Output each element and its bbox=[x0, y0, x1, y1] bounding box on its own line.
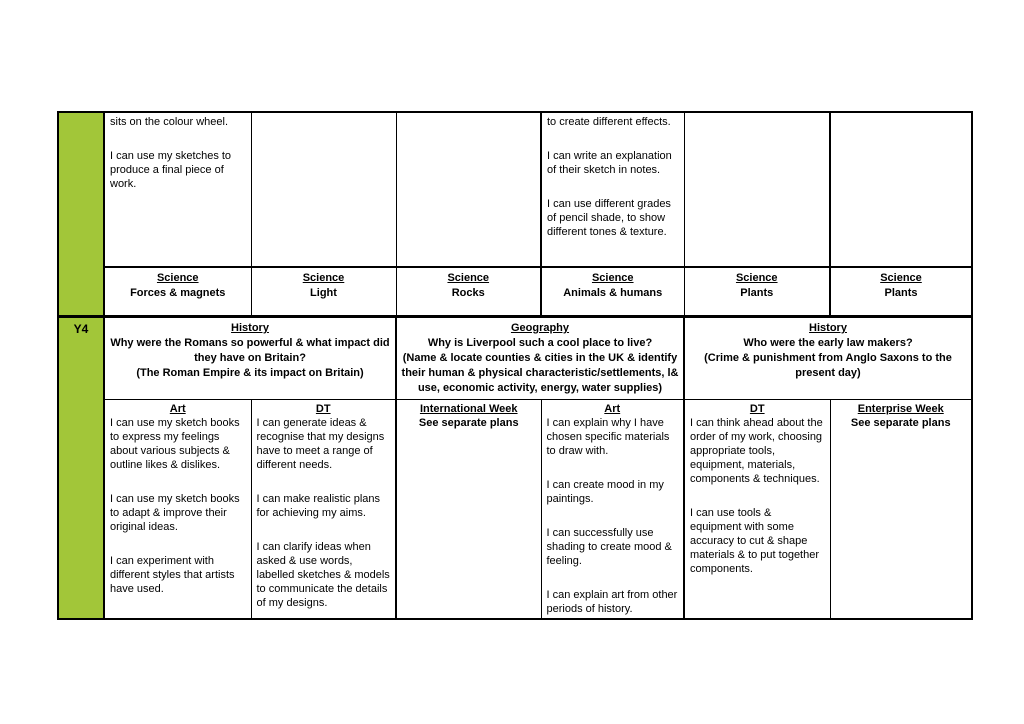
science-label: Science bbox=[156, 272, 199, 284]
subject-cell-art-2 bbox=[541, 400, 684, 620]
topic-subject: History bbox=[809, 322, 847, 334]
cell-empty bbox=[684, 112, 830, 267]
subject-header: DT bbox=[749, 403, 765, 415]
science-cell bbox=[541, 267, 684, 317]
year-band-cell-y4 bbox=[58, 317, 104, 620]
paragraph: See separate plans bbox=[850, 417, 951, 429]
y4-subjects-row bbox=[58, 400, 972, 620]
science-topic: Plants bbox=[884, 287, 918, 299]
science-cell bbox=[104, 267, 251, 317]
y3-continued-row bbox=[58, 112, 972, 267]
science-label: Science bbox=[302, 272, 345, 284]
cell-empty bbox=[396, 112, 541, 267]
paragraph: I can clarify ideas when asked & use words, labelled sketches & models to communicate the details of my designs. bbox=[256, 541, 390, 609]
topic-detail: (The Roman Empire & its impact on Britain) bbox=[136, 367, 364, 379]
paragraph: I can think ahead about the order of my work, choosing appropriate tools, equipment, materials, components & techniques. bbox=[690, 417, 823, 485]
science-label: Science bbox=[735, 272, 778, 284]
topic-detail: (Name & locate counties & cities in the UK & identify their human & physical characteristic/settlements, l& use, economic activity, energy, water supplies) bbox=[401, 352, 679, 394]
subject-cell-dt-1 bbox=[251, 400, 396, 620]
science-topic: Light bbox=[310, 287, 337, 299]
science-topic: Plants bbox=[740, 287, 774, 299]
cell-art-continued-left bbox=[104, 112, 251, 267]
science-topic: Forces & magnets bbox=[130, 287, 226, 299]
paragraph: I can write an explanation of their sketch in notes. bbox=[547, 150, 672, 176]
topic-cell-history-lawmakers bbox=[684, 317, 972, 400]
paragraph: I can use my sketches to produce a final piece of work. bbox=[110, 150, 232, 190]
topic-question: Why is Liverpool such a cool place to live? bbox=[427, 337, 653, 349]
paragraph: to create different effects. bbox=[547, 116, 671, 128]
cell-art-continued-mid bbox=[541, 112, 684, 267]
subject-cell-dt-2 bbox=[684, 400, 830, 620]
paragraph: sits on the colour wheel. bbox=[110, 116, 229, 128]
paragraph: I can successfully use shading to create mood & feeling. bbox=[546, 527, 672, 567]
science-topic: Rocks bbox=[451, 287, 485, 299]
topic-cell-geography-liverpool bbox=[396, 317, 684, 400]
paragraph: I can make realistic plans for achieving my aims. bbox=[256, 493, 380, 519]
subject-header: Enterprise Week bbox=[857, 403, 944, 415]
paragraph: I can use tools & equipment with some accuracy to cut & shape materials & to put together components. bbox=[690, 507, 820, 575]
y4-topics-row bbox=[58, 317, 972, 400]
year-label: Y4 bbox=[73, 322, 89, 336]
topic-detail: (Crime & punishment from Anglo Saxons to the present day) bbox=[704, 352, 952, 379]
science-label: Science bbox=[447, 272, 490, 284]
paragraph: I can use my sketch books to adapt & improve their original ideas. bbox=[110, 493, 240, 533]
paragraph: I can explain art from other periods of history. bbox=[546, 589, 678, 615]
subject-header: Art bbox=[169, 403, 186, 415]
subject-cell-enterprise-week bbox=[830, 400, 972, 620]
topic-cell-history-romans bbox=[104, 317, 396, 400]
cell-empty bbox=[830, 112, 972, 267]
paragraph: I can create mood in my paintings. bbox=[546, 479, 664, 505]
science-cell bbox=[251, 267, 396, 317]
subject-header: DT bbox=[315, 403, 331, 415]
science-cell bbox=[830, 267, 972, 317]
topic-question: Why were the Romans so powerful & what impact did they have on Britain? bbox=[110, 337, 390, 364]
year-band-cell-empty bbox=[58, 112, 104, 317]
science-row bbox=[58, 267, 972, 317]
subject-header: International Week bbox=[419, 403, 518, 415]
subject-header: Art bbox=[604, 403, 621, 415]
topic-subject: History bbox=[231, 322, 269, 334]
cell-empty bbox=[251, 112, 396, 267]
paragraph: I can generate ideas & recognise that my designs have to meet a range of different needs. bbox=[256, 417, 385, 471]
paragraph: I can use different grades of pencil shade, to show different tones & texture. bbox=[547, 198, 671, 238]
science-cell bbox=[396, 267, 541, 317]
science-label: Science bbox=[880, 272, 922, 284]
subject-cell-art-1 bbox=[104, 400, 251, 620]
science-cell bbox=[684, 267, 830, 317]
subject-cell-international-week bbox=[396, 400, 541, 620]
paragraph: I can experiment with different styles that artists have used. bbox=[110, 555, 235, 595]
science-topic: Animals & humans bbox=[563, 287, 663, 299]
paragraph: I can use my sketch books to express my feelings about various subjects & outline likes & dislikes. bbox=[110, 417, 240, 471]
science-label: Science bbox=[591, 272, 634, 284]
curriculum-table bbox=[57, 111, 973, 620]
paragraph: See separate plans bbox=[418, 417, 519, 429]
topic-question: Who were the early law makers? bbox=[743, 337, 913, 349]
paragraph: I can explain why I have chosen specific materials to draw with. bbox=[546, 417, 670, 457]
topic-subject: Geography bbox=[510, 322, 570, 334]
